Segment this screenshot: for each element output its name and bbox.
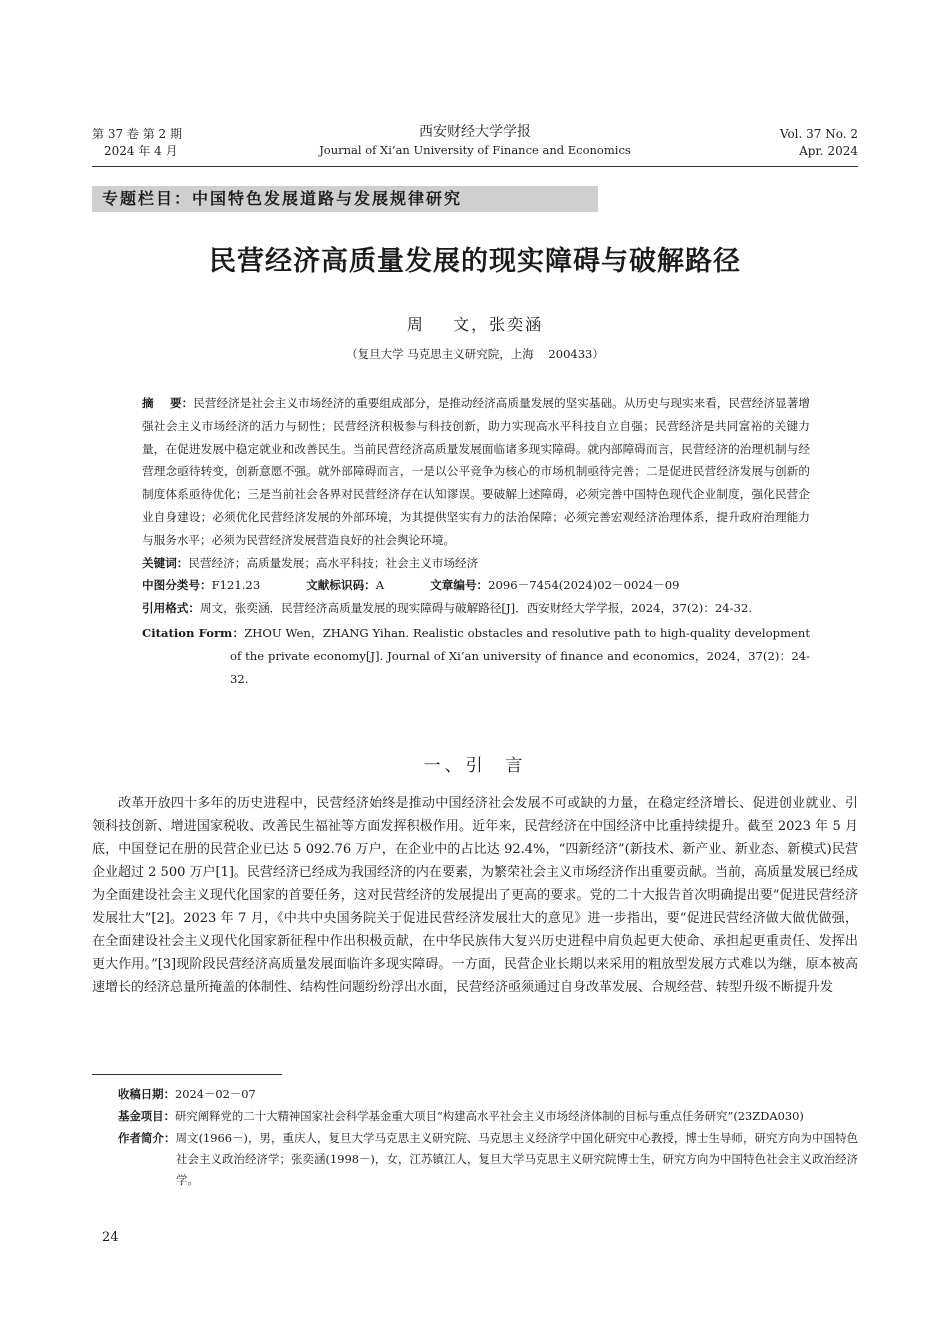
clc-label: 中图分类号： xyxy=(142,578,212,593)
article-title: 民营经济高质量发展的现实障碍与破解路径 xyxy=(209,246,741,277)
citation-cn xyxy=(142,597,810,620)
doc-code-label: 文献标识码： xyxy=(306,578,376,593)
keywords-label: 关键词： xyxy=(142,555,189,570)
clc-value: F121.23 xyxy=(211,578,261,593)
footnote-divider xyxy=(92,1074,282,1075)
article-no-label: 文章编号： xyxy=(430,578,489,593)
header-volume-en xyxy=(780,126,858,160)
journal-title-cn: 西安财经大学学报 xyxy=(419,124,531,140)
body-paragraph: 改革开放四十多年的历史进程中，民营经济始终是推动中国经济社会发展不可或缺的力量，在稳定经济增长、促进创业就业、引领科技创新、增进国家税收、改善民生福祉等方面发挥积极作用。近年来，民营经济在中国经济中比重持续提升。截至 2023 年 5 月底，中国登记在册的民营企业已达 5 092.76 万户，在企业中的占比达 92.4%，“四新经济”(新技术、新产业、新业态、新模式)民营企业超过 2 500 万户[1]。民营经济已经成为我国经济的内在要素，为繁荣社会主义市场经济作出重要贡献。当前，高质量发展已经成为全面建设社会主义现代化国家的首要任务，这对民营经济的发展提出了更高的要求。党的二十大报告首次明确提出要“促进民营经济发展壮大”[2]。2023 年 7 月，《中共中央国务院关于促进民营经济发展壮大的意见》进一步指出，要“促进民营经济做大做优做强，在全面建设社会主义现代化国家新征程中作出积极贡献，在中华民族伟大复兴历史进程中肩负起更大使命、承担起更重责任、发挥出更大作用。”[3]现阶段民营经济高质量发展面临许多现实障碍。一方面，民营企业长期以来采用的粗放型发展方式难以为继，原本被高速增长的经济总量所掩盖的体制性、结构性问题纷纷浮出水面，民营经济亟须通过自身改革发展、合规经营、转型升级不断提升发 xyxy=(92,796,858,995)
journal-title-en: Journal of Xi’an University of Finance and Economics xyxy=(319,143,631,157)
header-date-cn: 2024 年 4 月 xyxy=(104,144,178,158)
received-date xyxy=(118,1084,858,1105)
fund-value: 研究阐释党的二十大精神国家社会科学基金重大项目“构建高水平社会主义市场经济体制的目标与重点任务研究”(23ZDA030) xyxy=(174,1109,804,1123)
header-date-en: Apr. 2024 xyxy=(799,144,858,158)
section-heading: 一、引 言 xyxy=(423,756,527,776)
citation-cn-label: 引用格式： xyxy=(142,601,200,616)
abstract xyxy=(142,392,810,552)
page-number: 24 xyxy=(102,1230,119,1245)
author-affiliation: （复旦大学 马克思主义研究院，上海 200433） xyxy=(346,347,604,361)
header-volume-issue-en: Vol. 37 No. 2 xyxy=(779,127,858,141)
received-value: 2024－02－07 xyxy=(174,1087,256,1101)
footnotes xyxy=(118,1084,858,1192)
body-text xyxy=(92,792,858,999)
doc-code-value: A xyxy=(375,578,385,593)
citation-en-text: ZHOU Wen，ZHANG Yihan. Realistic obstacles and resolutive path to high-quality development of the private economy[J]. Journal of Xi’an university of finance and economics，2024，37(2)：24-32. xyxy=(230,625,810,686)
classification-line xyxy=(142,574,810,597)
citation-en-label: Citation Form： xyxy=(142,625,245,640)
column-banner: 专题栏目：中国特色发展道路与发展规律研究 xyxy=(92,186,598,212)
received-label: 收稿日期： xyxy=(118,1087,175,1101)
citation-cn-text: 周文，张奕涵．民营经济高质量发展的现实障碍与破解路径[J]．西安财经大学学报，2024，37(2)：24-32. xyxy=(199,601,753,616)
citation-en xyxy=(142,622,810,690)
author-bio-label: 作者简介： xyxy=(118,1131,176,1145)
fund-project xyxy=(118,1106,858,1127)
author-bio xyxy=(118,1128,858,1191)
author-bio-value: 周文(1966－)，男，重庆人，复旦大学马克思主义研究院、马克思主义经济学中国化研究中心教授，博士生导师，研究方向为中国特色社会主义政治经济学；张奕涵(1998－)，女，江苏镇江人，复旦大学马克思主义研究院博士生，研究方向为中国特色社会主义政治经济学。 xyxy=(175,1131,858,1187)
fund-label: 基金项目： xyxy=(118,1109,175,1123)
keywords xyxy=(142,552,810,575)
abstract-text: 民营经济是社会主义市场经济的重要组成部分，是推动经济高质量发展的坚实基础。从历史与现实来看，民营经济显著增强社会主义市场经济的活力与韧性；民营经济积极参与科技创新，助力实现高水平科技自立自强；民营经济是共同富裕的关键力量，在促进发展中稳定就业和改善民生。当前民营经济高质量发展面临诸多现实障碍。就内部障碍而言，民营经济的治理机制与经营理念亟待转变，创新意愿不强。就外部障碍而言，一是以公平竞争为核心的市场机制亟待完善；二是促进民营经济发展与创新的制度体系亟待优化；三是当前社会各界对民营经济存在认知谬误。要破解上述障碍，必须完善中国特色现代企业制度，强化民营企业自身建设；必须优化民营经济发展的外部环境，为其提供坚实有力的法治保障；必须完善宏观经济治理体系，提升政府治理能力与服务水平；必须为民营经济发展营造良好的社会舆论环境。 xyxy=(142,396,810,547)
article-authors: 周 文，张奕涵 xyxy=(406,315,544,334)
article-no-value: 2096－7454(2024)02－0024－09 xyxy=(488,578,680,593)
header-journal xyxy=(290,122,660,158)
header-volume-cn xyxy=(92,126,182,160)
keywords-text: 民营经济；高质量发展；高水平科技；社会主义市场经济 xyxy=(188,555,479,570)
abstract-label: 摘 要： xyxy=(142,396,194,410)
header-volume-issue-cn: 第 37 卷 第 2 期 xyxy=(92,127,182,141)
abstract-block xyxy=(142,392,810,690)
header-divider xyxy=(92,166,858,167)
